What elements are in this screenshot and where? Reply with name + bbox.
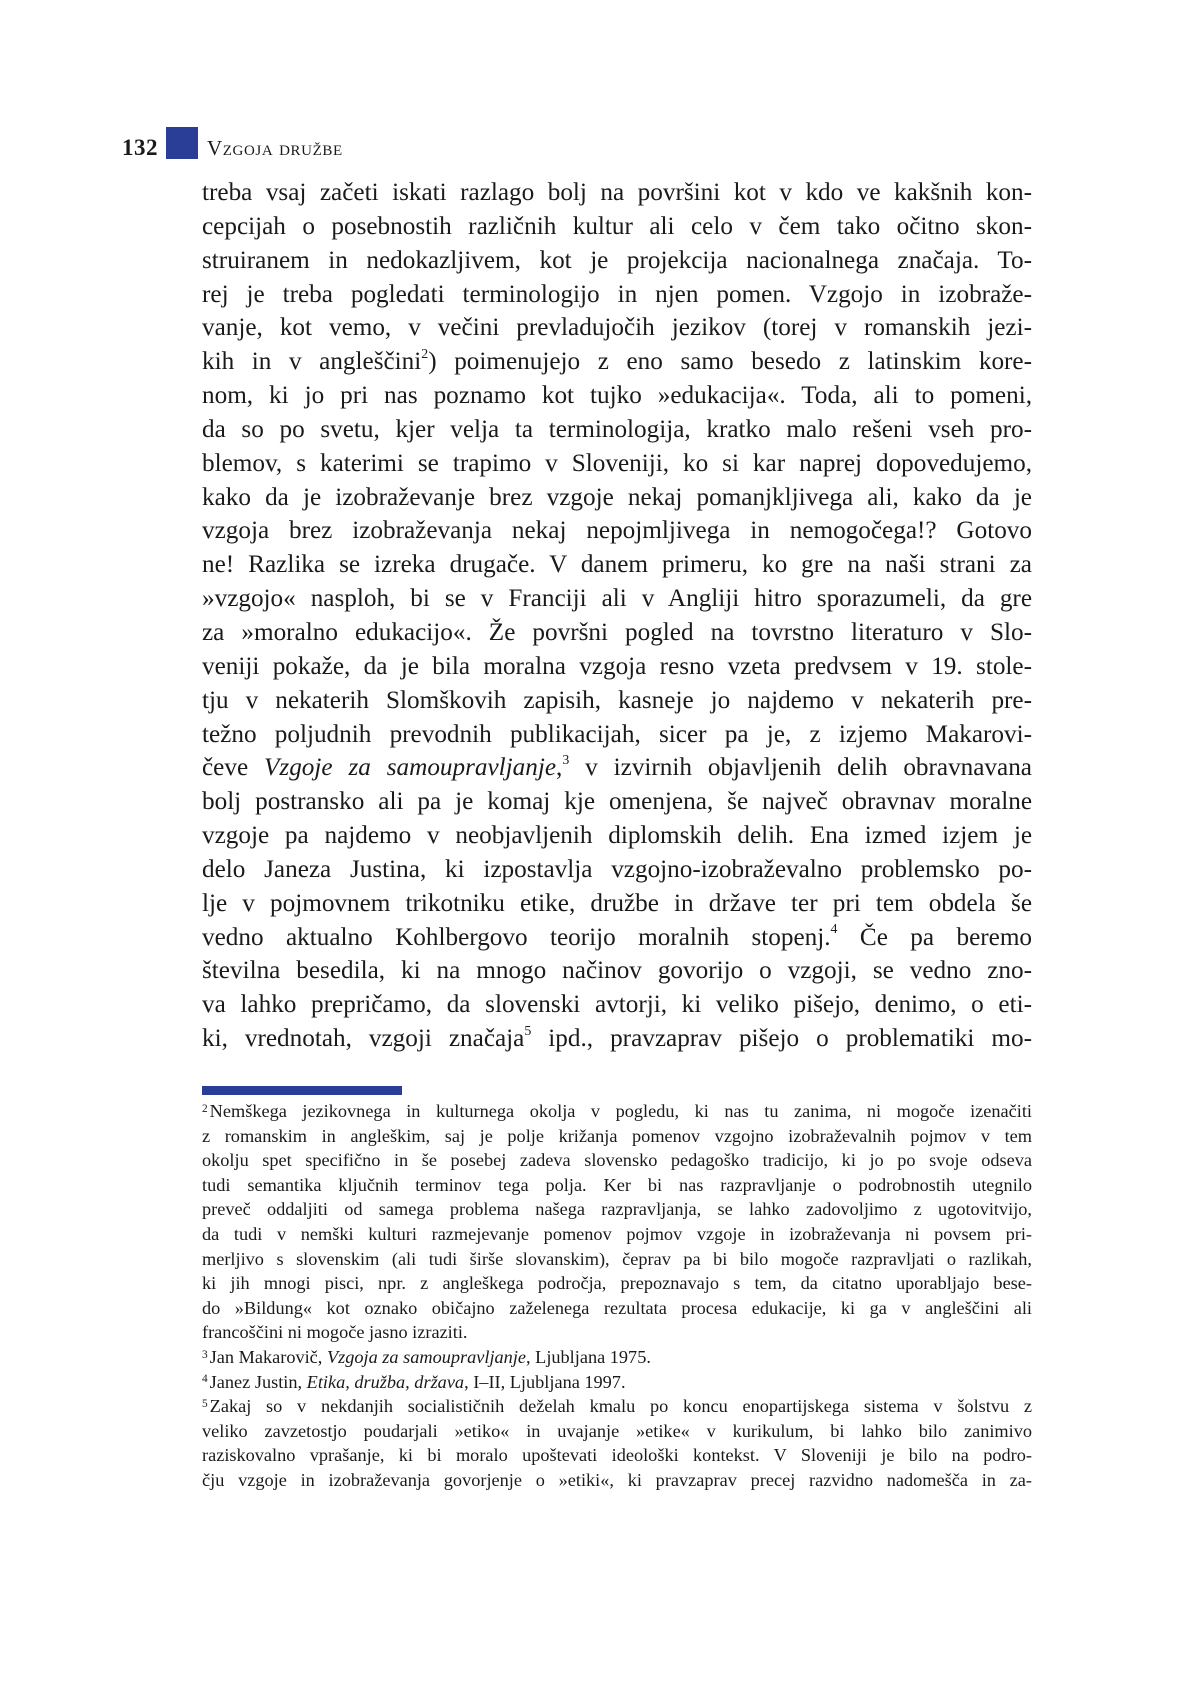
footnote-line: preveč oddaljiti od samega problema našega razpravljanja, se lahko zadovoljimo z ugotovitvijo, — [202, 1199, 1032, 1220]
footnote-line: raziskovalno vprašanje, ki bi moralo upoštevati ideološki kontekst. V Sloveniji je bilo na podro- — [202, 1445, 1032, 1466]
footnote-text: , Ljubljana 1975. — [526, 1346, 651, 1367]
text-line: vanje, kot vemo, v večini prevladujočih jezikov (torej v romanskih jezi- — [202, 314, 1032, 342]
page-number: 132 — [122, 135, 158, 160]
footnote-line: čju vzgoje in izobraževanja govorjenje o »etiki«, ki pravzaprav precej razvidno nadomešča in za- — [202, 1469, 1032, 1490]
footnote-rule — [202, 1086, 402, 1095]
text-line: vzgoje pa najdemo v neobjavljenih diplomskih delih. Ena izmed izjem je — [202, 822, 1032, 850]
footnote-text: Nemškega jezikovnega in kulturnega okolja v pogledu, ki nas tu zanima, ni mogoče izenačiti — [209, 1101, 1032, 1121]
footnote-line: z romanskim in angleškim, saj je polje križanja pomenov vzgojno izobraževalnih pojmov v tem — [202, 1125, 1032, 1146]
text-line: »vzgojo« nasploh, bi se v Franciji ali v Angliji hitro sporazumeli, da gre — [202, 585, 1032, 613]
text-line: va lahko prepričamo, da slovenski avtorji, ki veliko pišejo, denimo, o eti- — [202, 991, 1032, 1019]
running-title: Vzgoja družbe — [207, 136, 343, 160]
footnote-author: Janez Justin, — [209, 1371, 307, 1392]
text-segment: v izvirnih objavljenih delih obravnavana — [569, 754, 1032, 782]
text-line — [202, 921, 1032, 955]
footnote-ref[interactable]: 4 — [830, 921, 838, 937]
text-line: za »moralno edukacijo«. Že površni pogled na tovrstno literaturo v Slo- — [202, 618, 1032, 646]
running-head — [122, 125, 343, 159]
body-text — [202, 176, 1032, 1056]
footnote-title: Etika, družba, država — [306, 1371, 465, 1392]
text-line: treba vsaj začeti iskati razlago bolj na površini kot v kdo ve kakšnih kon- — [202, 179, 1032, 206]
footnote-line — [202, 1370, 1032, 1395]
text-line: nom, ki jo pri nas poznamo kot tujko »edukacija«. Toda, ali to pomeni, — [202, 382, 1032, 410]
text-line — [202, 1022, 1032, 1056]
text-segment: ) poimenujejo z eno samo besedo z latinskim kore- — [428, 348, 1032, 376]
text-line: ne! Razlika se izreka drugače. V danem primeru, ko gre na naši strani za — [202, 551, 1032, 579]
footnote-line: francoščini ni mogoče jasno izraziti. — [202, 1322, 468, 1343]
footnote-line — [202, 1394, 1032, 1419]
text-line: delo Janeza Justina, ki izpostavlja vzgojno-izobraževalno problemsko po- — [202, 855, 1032, 883]
text-line: čeve Vzgoje za samoupravljanje,$^3$ v izvirnih objavljenih delih obravnavana — [202, 751, 1032, 782]
text-segment: čeve — [202, 754, 265, 782]
text-line: številna besedila, ki na mnogo načinov govorijo o vzgoji, se vedno zno- — [202, 957, 1032, 985]
text-segment: Če pa beremo — [837, 923, 1032, 951]
text-segment: vedno aktualno Kohlbergovo teorijo moralnih stopenj. — [202, 923, 831, 951]
text-segment: kih in v angleščini — [202, 348, 422, 376]
footnote-ref[interactable]: 3 — [562, 751, 570, 767]
footnote-ref[interactable]: 5 — [524, 1022, 532, 1038]
text-line: struiranem in nedokazljivem, kot je projekcija nacionalnega značaja. To- — [202, 246, 1032, 274]
footnote-author: Jan Makarovič, — [209, 1346, 327, 1367]
footnote-number: 4 — [202, 1373, 208, 1386]
footnote-line: da tudi v nemški kulturi razmejevanje pomenov pojmov vzgoje in izobraževanja ni povsem pri- — [202, 1223, 1032, 1244]
footnote-line: merljivo s slovenskim (ali tudi širše slovanskim), čeprav pa bi bilo mogoče razpravljati o razlikah, — [202, 1248, 1032, 1269]
footnote-number: 3 — [202, 1348, 208, 1361]
text-line: bolj postransko ali pa je komaj kje omenjena, še največ obravnav moralne — [202, 788, 1032, 816]
text-line: lje v pojmovnem trikotniku etike, družbe in države ter pri tem obdela še — [202, 889, 1032, 917]
header-square-icon — [166, 127, 198, 159]
footnote-text: Zakaj so v nekdanjih socialističnih deželah kmalu po koncu enopartijskega sistema v šolstvu z — [209, 1396, 1032, 1417]
footnote-number: 5 — [202, 1398, 208, 1411]
footnote-line: okolju spet specifično in še posebej zadeva slovensko pedagoško tradicijo, ki jo po svoje odseva — [202, 1150, 1032, 1171]
footnote-line: tudi semantika ključnih terminov tega polja. Ker bi nas razpravljanje o podrobnostih utegnilo — [202, 1174, 1032, 1195]
text-line: rej je treba pogledati terminologijo in njen pomen. Vzgojo in izobraže- — [202, 280, 1032, 308]
text-line: blemov, s katerimi se trapimo v Sloveniji, ko si kar naprej dopovedujemo, — [202, 449, 1032, 477]
footnote-ref[interactable]: 2 — [421, 345, 429, 361]
text-line: cepcijah o posebnostih različnih kultur ali celo v čem tako očitno skon- — [202, 212, 1032, 240]
text-line: tju v nekaterih Slomškovih zapisih, kasneje jo najdemo v nekaterih pre- — [202, 686, 1032, 714]
footnote-text: , I–II, Ljubljana 1997. — [464, 1371, 626, 1392]
footnote-line: veliko zavzetostjo poudarjali »etiko« in uvajanje »etike« v kurikulum, bi lahko bilo zanimivo — [202, 1420, 1032, 1441]
book-title-italic: Vzgoje za samoupravljanje — [264, 754, 557, 782]
footnotes — [202, 1099, 1032, 1493]
text-line: kako da je izobraževanje brez vzgoje nekaj pomanjkljivega ali, kako da je — [202, 483, 1032, 511]
text-line: vzgoja brez izobraževanja nekaj nepojmljivega in nemogočega!? Gotovo — [202, 517, 1032, 545]
footnote-line — [202, 1345, 1032, 1370]
text-line: veniji pokaže, da je bila moralna vzgoja resno vzeta predvsem v 19. stole- — [202, 652, 1032, 680]
text-segment: ki, vrednotah, vzgoji značaja — [202, 1025, 525, 1053]
text-segment: ipd., pravzaprav pišejo o problematiki mo- — [531, 1025, 1033, 1053]
text-line — [202, 345, 1032, 379]
footnote-line — [202, 1099, 1032, 1124]
text-line: težno poljudnih prevodnih publikacijah, sicer pa je, z izjemo Makarovi- — [202, 720, 1032, 748]
text-line: da so po svetu, kjer velja ta terminologija, kratko malo rešeni vseh pro- — [202, 415, 1032, 443]
footnote-line: ki jih mnogi pisci, npr. z angleškega področja, prepoznavajo s tem, da citatno uporabljajo bese- — [202, 1273, 1032, 1294]
footnote-title: Vzgoja za samoupravljanje — [326, 1346, 527, 1367]
footnote-line: do »Bildung« kot oznako običajno zaželenega rezultata procesa edukacije, ki ga v angleščini ali — [202, 1297, 1032, 1318]
footnote-number: 2 — [202, 1102, 208, 1115]
